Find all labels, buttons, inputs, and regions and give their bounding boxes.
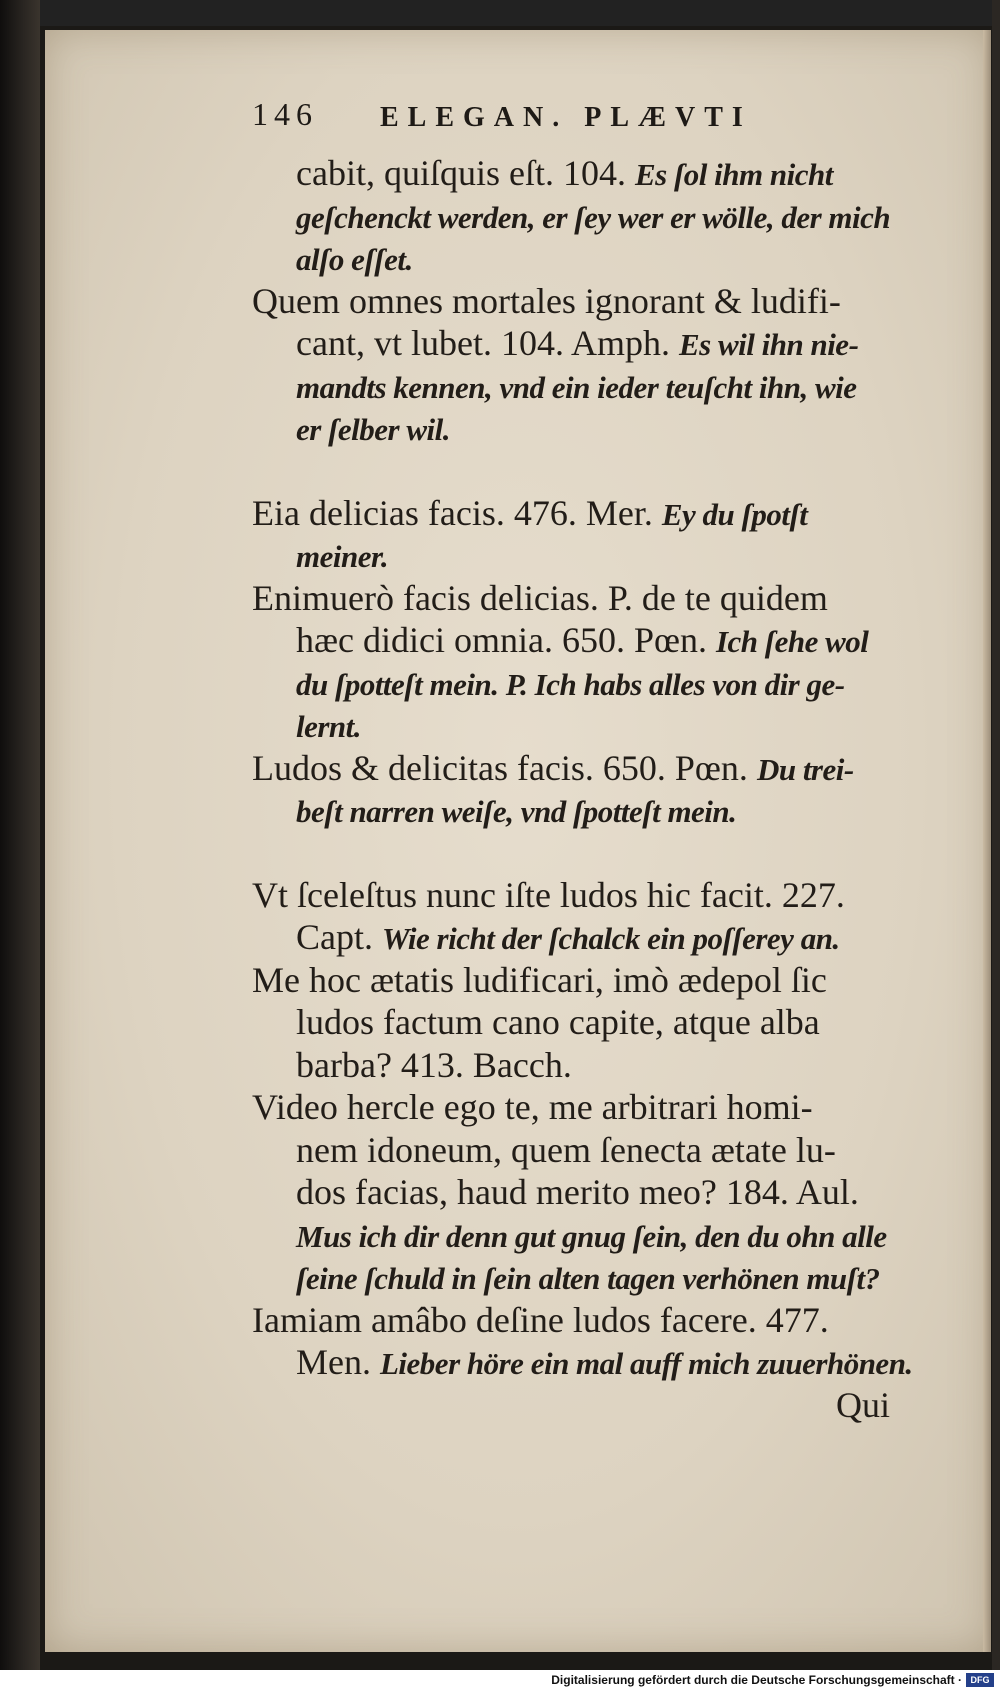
latin-text: ludos factum cano capite, atque alba — [296, 1002, 820, 1042]
scan-background — [0, 0, 1000, 26]
latin-text: barba? 413. Bacch. — [296, 1044, 572, 1085]
latin-text: Video hercle ego te, me arbitrari homi- — [252, 1087, 813, 1127]
text-line — [252, 959, 960, 1002]
text-line — [252, 916, 960, 959]
footer-credit: Digitalisierung gefördert durch die Deutsche Forschungsgemeinschaft · — [551, 1673, 962, 1687]
german-translation: geſchenckt werden, er ſey wer er wölle, der mich — [296, 199, 891, 235]
text-line — [252, 1299, 960, 1342]
text-line — [252, 534, 960, 577]
dictionary-entry — [252, 492, 960, 577]
text-line — [252, 1044, 960, 1087]
german-translation: du ſpotteſt mein. P. Ich habs alles von dir ge- — [296, 666, 845, 702]
latin-text: Capt. — [296, 917, 373, 957]
text-line — [252, 704, 960, 747]
latin-text: Enimuerò facis delicias. P. de te quidem — [252, 577, 828, 618]
catchword: Qui — [836, 1384, 890, 1425]
latin-text: cabit, quiſquis eſt. 104. — [296, 153, 626, 193]
latin-text: Quem omnes mortales ignorant & ludifi- — [252, 280, 841, 321]
latin-text: Iamiam amâbo deſine ludos facere. 477. — [252, 1299, 829, 1340]
dictionary-entry — [252, 874, 960, 959]
text-line — [252, 365, 960, 408]
text-line — [252, 577, 960, 620]
german-translation: Du trei- — [756, 751, 854, 787]
text-line — [252, 1214, 960, 1257]
text-line — [252, 1341, 960, 1384]
text-line — [252, 747, 960, 790]
text-line — [252, 1001, 960, 1044]
latin-text: Ludos & delicitas facis. 650. Pœn. — [252, 747, 748, 788]
latin-text: Men. — [296, 1342, 371, 1382]
german-translation: Ich ſehe wol — [715, 624, 869, 659]
text-line — [252, 280, 960, 323]
entry-gap — [252, 450, 960, 492]
text-line — [252, 1256, 960, 1299]
dictionary-entry — [252, 747, 960, 832]
text-line — [252, 237, 960, 280]
german-translation: er ſelber wil. — [296, 412, 450, 447]
german-translation: lernt. — [296, 709, 362, 744]
scan-edge — [992, 0, 1000, 1670]
page-text — [252, 152, 960, 1426]
german-translation: Mus ich dir denn gut gnug ſein, den du ohn alle — [296, 1218, 887, 1254]
german-translation: meiner. — [296, 539, 389, 574]
text-line — [252, 1086, 960, 1129]
latin-text: Vt ſceleſtus nunc iſte ludos hic facit. 227. — [252, 874, 845, 915]
text-line — [252, 195, 960, 238]
digitization-footer — [0, 1670, 1000, 1691]
text-line — [252, 407, 960, 450]
dfg-logo-icon: DFG — [966, 1673, 994, 1687]
german-translation: Es wil ihn nie- — [678, 327, 859, 362]
german-translation: beſt narren weiſe, vnd ſpotteſt mein. — [296, 794, 737, 829]
dictionary-entry — [252, 280, 960, 450]
page-number: 146 — [252, 96, 318, 132]
text-line — [252, 322, 960, 365]
german-translation: alſo eſſet. — [296, 242, 413, 277]
text-line — [252, 619, 960, 662]
latin-text: dos facias, haud merito meo? 184. Aul. — [296, 1172, 859, 1212]
latin-text: hæc didici omnia. 650. Pœn. — [296, 620, 707, 660]
page-header — [252, 96, 892, 140]
page-edge — [983, 30, 991, 1652]
german-translation: mandts kennen, vnd ein ieder teuſcht ihn, wie — [296, 369, 857, 405]
text-line — [252, 789, 960, 832]
running-title: ELEGAN. PLÆVTI — [380, 102, 752, 133]
latin-text: nem idoneum, quem ſenecta ætate lu- — [296, 1129, 836, 1170]
latin-text: cant, vt lubet. 104. Amph. — [296, 323, 670, 363]
german-translation: Wie richt der ſchalck ein poſſerey an. — [382, 921, 840, 956]
text-line — [252, 1129, 960, 1172]
latin-text: Me hoc ætatis ludificari, imò ædepol ſic — [252, 959, 827, 1000]
text-line — [252, 662, 960, 705]
dictionary-entry — [252, 1086, 960, 1299]
dictionary-entry — [252, 152, 960, 280]
dictionary-entry — [252, 1299, 960, 1384]
german-translation: ſeine ſchuld in ſein alten tagen verhönen muſt? — [296, 1261, 880, 1296]
dictionary-entry — [252, 577, 960, 747]
entry-gap — [252, 832, 960, 874]
text-line — [252, 492, 960, 535]
dictionary-entry — [252, 959, 960, 1087]
text-line — [252, 1171, 960, 1214]
german-translation: Ey du ſpotſt — [661, 496, 808, 532]
german-translation: Es ſol ihm nicht — [634, 157, 833, 192]
text-line — [252, 152, 960, 195]
latin-text: Eia delicias facis. 476. Mer. — [252, 492, 653, 533]
german-translation: Lieber höre ein mal auff mich zuuerhönen. — [380, 1346, 913, 1381]
text-line — [252, 874, 960, 917]
book-gutter — [0, 0, 40, 1670]
